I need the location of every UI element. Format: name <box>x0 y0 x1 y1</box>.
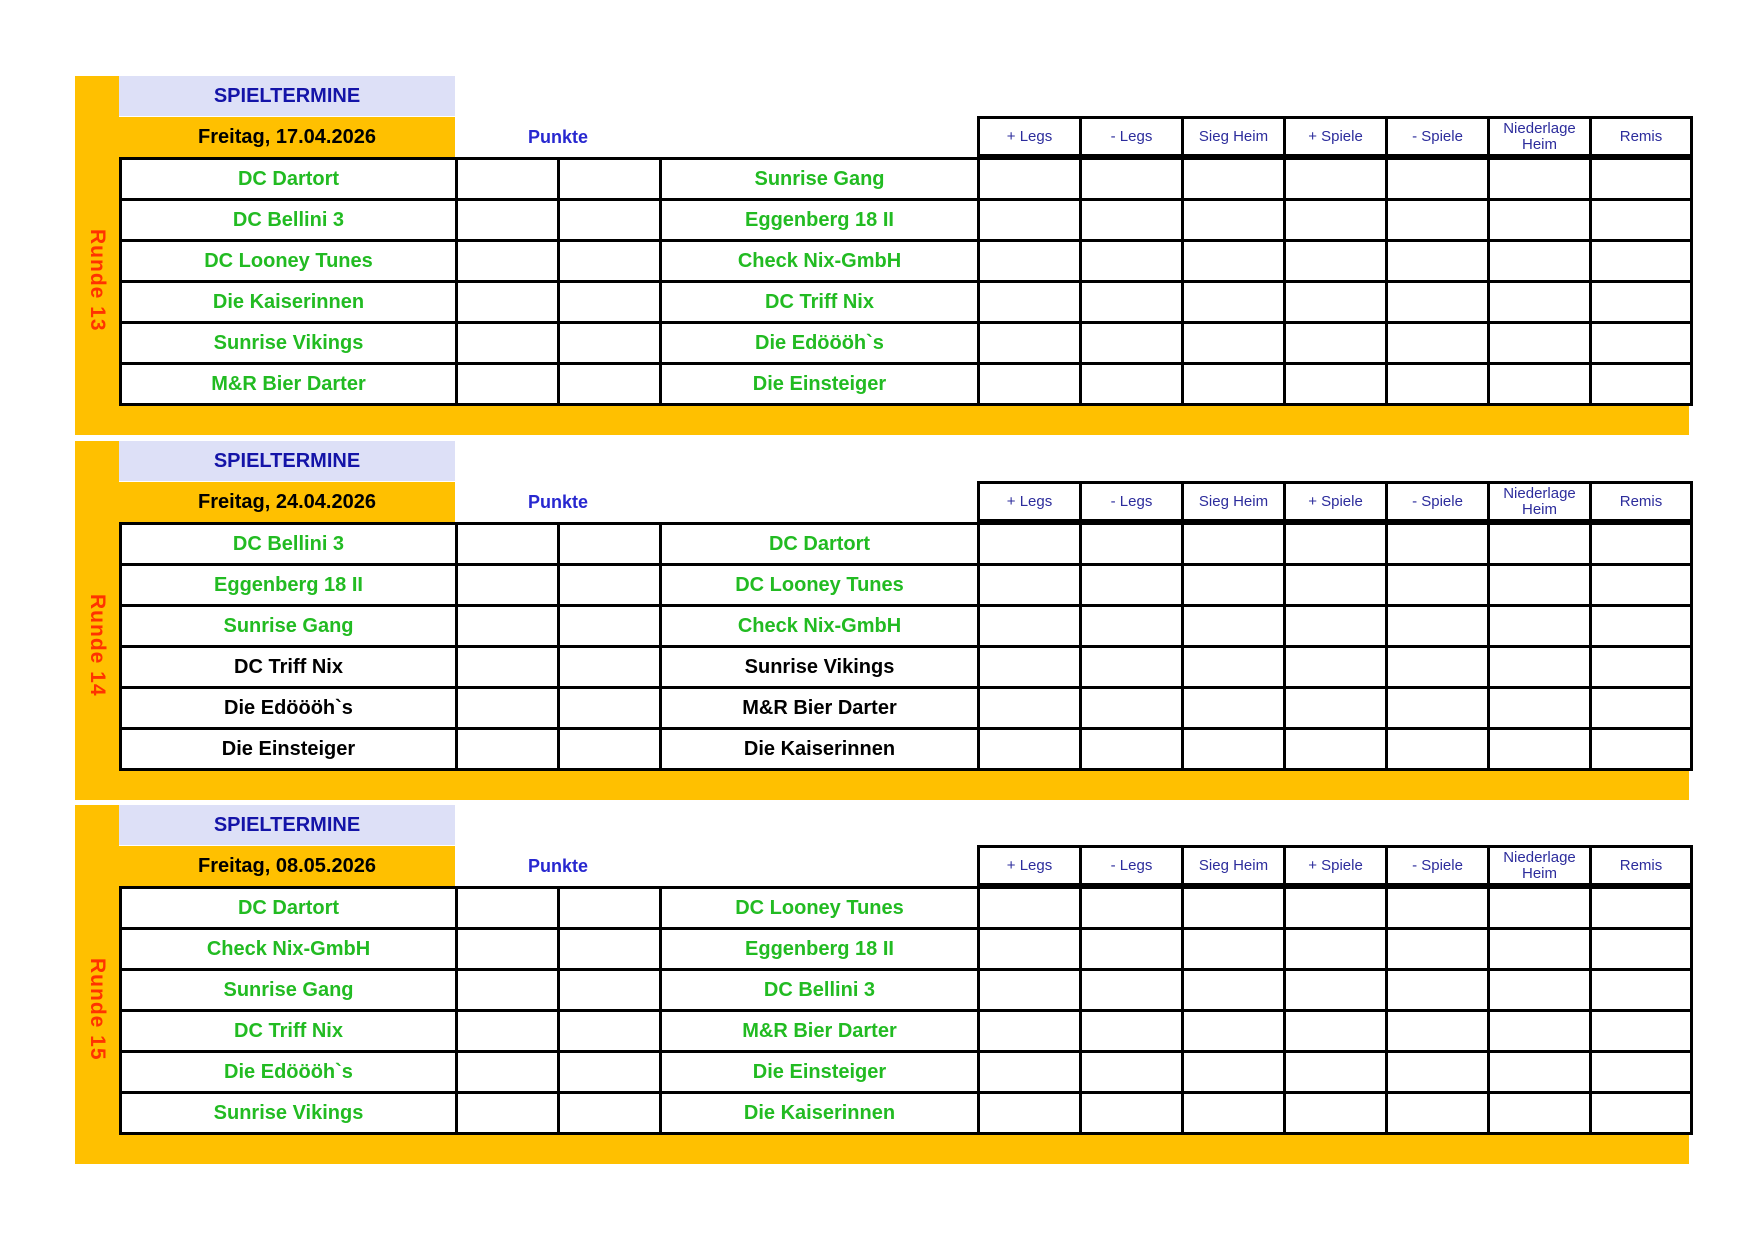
home-team: Die Edöööh`s <box>119 1050 455 1091</box>
home-team: Sunrise Gang <box>119 604 455 645</box>
match-row <box>119 239 1689 280</box>
home-team: Die Edöööh`s <box>119 686 455 727</box>
stat-cell-niederlage-heim[interactable] <box>1487 321 1589 362</box>
stats-header-remis: Remis <box>1589 845 1693 886</box>
match-date: Freitag, 08.05.2026 <box>119 846 455 886</box>
match-row <box>119 968 1689 1009</box>
stat-cell-minus-legs[interactable] <box>1079 239 1181 280</box>
stat-cell-remis[interactable] <box>1589 157 1693 198</box>
stat-cell-plus-spiele[interactable] <box>1283 604 1385 645</box>
home-points-cell[interactable] <box>455 321 557 362</box>
away-team: M&R Bier Darter <box>659 686 977 727</box>
stat-cell-minus-spiele[interactable] <box>1385 1091 1487 1135</box>
away-points-cell[interactable] <box>557 280 659 321</box>
home-team: DC Dartort <box>119 157 455 198</box>
round-section <box>75 76 1689 435</box>
away-team: Sunrise Vikings <box>659 645 977 686</box>
match-row <box>119 1091 1689 1135</box>
stat-cell-minus-spiele[interactable] <box>1385 280 1487 321</box>
stat-cell-niederlage-heim[interactable] <box>1487 157 1589 198</box>
stat-cell-sieg-heim[interactable] <box>1181 927 1283 968</box>
away-points-cell[interactable] <box>557 604 659 645</box>
stat-cell-sieg-heim[interactable] <box>1181 321 1283 362</box>
round-bottom-bar <box>75 403 1689 435</box>
stat-cell-minus-legs[interactable] <box>1079 645 1181 686</box>
stats-header-remis: Remis <box>1589 481 1693 522</box>
stat-cell-sieg-heim[interactable] <box>1181 563 1283 604</box>
home-team: DC Looney Tunes <box>119 239 455 280</box>
stat-cell-niederlage-heim[interactable] <box>1487 968 1589 1009</box>
stats-header-niederlage-heim: Niederlage Heim <box>1487 845 1589 886</box>
stat-cell-minus-spiele[interactable] <box>1385 198 1487 239</box>
stats-header-remis: Remis <box>1589 116 1693 157</box>
match-row <box>119 522 1689 563</box>
stat-cell-sieg-heim[interactable] <box>1181 727 1283 771</box>
schedule-title: SPIELTERMINE <box>119 76 455 116</box>
stat-cell-plus-spiele[interactable] <box>1283 563 1385 604</box>
schedule-title: SPIELTERMINE <box>119 805 455 845</box>
match-row <box>119 280 1689 321</box>
home-points-cell[interactable] <box>455 198 557 239</box>
stats-header-plus-spiele: + Spiele <box>1283 845 1385 886</box>
stat-cell-remis[interactable] <box>1589 239 1693 280</box>
stat-cell-niederlage-heim[interactable] <box>1487 927 1589 968</box>
stat-cell-minus-legs[interactable] <box>1079 604 1181 645</box>
stat-cell-plus-legs[interactable] <box>977 1009 1079 1050</box>
stat-cell-plus-legs[interactable] <box>977 968 1079 1009</box>
stat-cell-niederlage-heim[interactable] <box>1487 1091 1589 1135</box>
stat-cell-niederlage-heim[interactable] <box>1487 198 1589 239</box>
away-team: Eggenberg 18 II <box>659 198 977 239</box>
away-team: Die Kaiserinnen <box>659 1091 977 1135</box>
stat-cell-minus-spiele[interactable] <box>1385 362 1487 406</box>
stat-cell-minus-spiele[interactable] <box>1385 1050 1487 1091</box>
stat-cell-sieg-heim[interactable] <box>1181 280 1283 321</box>
stat-cell-minus-spiele[interactable] <box>1385 727 1487 771</box>
stat-cell-plus-spiele[interactable] <box>1283 1009 1385 1050</box>
home-points-cell[interactable] <box>455 927 557 968</box>
stat-cell-sieg-heim[interactable] <box>1181 239 1283 280</box>
stat-cell-plus-legs[interactable] <box>977 604 1079 645</box>
stats-header-minus-spiele: - Spiele <box>1385 845 1487 886</box>
stat-cell-plus-spiele[interactable] <box>1283 157 1385 198</box>
stat-cell-plus-spiele[interactable] <box>1283 686 1385 727</box>
home-team: DC Bellini 3 <box>119 522 455 563</box>
stat-cell-niederlage-heim[interactable] <box>1487 239 1589 280</box>
match-row <box>119 645 1689 686</box>
match-row <box>119 686 1689 727</box>
stat-cell-plus-spiele[interactable] <box>1283 321 1385 362</box>
stats-header-sieg-heim: Sieg Heim <box>1181 116 1283 157</box>
match-row <box>119 563 1689 604</box>
away-points-cell[interactable] <box>557 1050 659 1091</box>
stat-cell-minus-legs[interactable] <box>1079 198 1181 239</box>
stat-cell-remis[interactable] <box>1589 362 1693 406</box>
home-team: DC Triff Nix <box>119 645 455 686</box>
home-points-cell[interactable] <box>455 239 557 280</box>
stat-cell-remis[interactable] <box>1589 886 1693 927</box>
stat-cell-minus-legs[interactable] <box>1079 968 1181 1009</box>
stats-header <box>977 481 1693 522</box>
stat-cell-plus-legs[interactable] <box>977 686 1079 727</box>
stats-header-niederlage-heim: Niederlage Heim <box>1487 481 1589 522</box>
stats-header-niederlage-heim: Niederlage Heim <box>1487 116 1589 157</box>
away-team: Die Einsteiger <box>659 1050 977 1091</box>
stats-header-minus-legs: - Legs <box>1079 481 1181 522</box>
stat-cell-minus-legs[interactable] <box>1079 1009 1181 1050</box>
away-team: M&R Bier Darter <box>659 1009 977 1050</box>
stat-cell-minus-spiele[interactable] <box>1385 645 1487 686</box>
stats-header <box>977 116 1693 157</box>
stat-cell-minus-spiele[interactable] <box>1385 686 1487 727</box>
stat-cell-remis[interactable] <box>1589 727 1693 771</box>
stat-cell-plus-legs[interactable] <box>977 157 1079 198</box>
home-team: Die Einsteiger <box>119 727 455 771</box>
stat-cell-sieg-heim[interactable] <box>1181 157 1283 198</box>
away-team: Eggenberg 18 II <box>659 927 977 968</box>
stat-cell-remis[interactable] <box>1589 968 1693 1009</box>
home-points-cell[interactable] <box>455 522 557 563</box>
stats-header-plus-legs: + Legs <box>977 845 1079 886</box>
round-label: Runde 13 <box>86 228 109 332</box>
away-points-cell[interactable] <box>557 522 659 563</box>
stat-cell-plus-spiele[interactable] <box>1283 886 1385 927</box>
match-date: Freitag, 17.04.2026 <box>119 117 455 157</box>
away-points-cell[interactable] <box>557 1091 659 1135</box>
stat-cell-plus-spiele[interactable] <box>1283 362 1385 406</box>
stat-cell-niederlage-heim[interactable] <box>1487 604 1589 645</box>
stat-cell-plus-legs[interactable] <box>977 927 1079 968</box>
stats-header-minus-legs: - Legs <box>1079 116 1181 157</box>
stats-header <box>977 845 1693 886</box>
stat-cell-minus-legs[interactable] <box>1079 1050 1181 1091</box>
stat-cell-sieg-heim[interactable] <box>1181 604 1283 645</box>
home-team: DC Dartort <box>119 886 455 927</box>
home-team: DC Triff Nix <box>119 1009 455 1050</box>
home-points-cell[interactable] <box>455 1009 557 1050</box>
away-team: Check Nix-GmbH <box>659 239 977 280</box>
stat-cell-remis[interactable] <box>1589 321 1693 362</box>
match-row <box>119 362 1689 406</box>
punkte-label: Punkte <box>527 491 588 512</box>
home-points-cell[interactable] <box>455 968 557 1009</box>
stat-cell-niederlage-heim[interactable] <box>1487 1050 1589 1091</box>
away-team: Die Edöööh`s <box>659 321 977 362</box>
stat-cell-niederlage-heim[interactable] <box>1487 1009 1589 1050</box>
stat-cell-plus-spiele[interactable] <box>1283 968 1385 1009</box>
stat-cell-plus-spiele[interactable] <box>1283 522 1385 563</box>
away-team: DC Bellini 3 <box>659 968 977 1009</box>
stat-cell-minus-spiele[interactable] <box>1385 239 1487 280</box>
stat-cell-niederlage-heim[interactable] <box>1487 563 1589 604</box>
home-points-cell[interactable] <box>455 157 557 198</box>
stat-cell-remis[interactable] <box>1589 645 1693 686</box>
stat-cell-plus-legs[interactable] <box>977 522 1079 563</box>
stat-cell-minus-legs[interactable] <box>1079 1091 1181 1135</box>
away-points-cell[interactable] <box>557 239 659 280</box>
stat-cell-plus-spiele[interactable] <box>1283 927 1385 968</box>
stat-cell-niederlage-heim[interactable] <box>1487 362 1589 406</box>
away-points-cell[interactable] <box>557 727 659 771</box>
home-team: M&R Bier Darter <box>119 362 455 406</box>
stats-header-plus-legs: + Legs <box>977 116 1079 157</box>
stat-cell-niederlage-heim[interactable] <box>1487 686 1589 727</box>
away-points-cell[interactable] <box>557 886 659 927</box>
stat-cell-minus-legs[interactable] <box>1079 886 1181 927</box>
stat-cell-minus-spiele[interactable] <box>1385 321 1487 362</box>
stat-cell-sieg-heim[interactable] <box>1181 362 1283 406</box>
round-label: Runde 15 <box>86 957 109 1061</box>
stat-cell-minus-legs[interactable] <box>1079 522 1181 563</box>
round-bottom-bar <box>75 768 1689 800</box>
stat-cell-niederlage-heim[interactable] <box>1487 886 1589 927</box>
match-row <box>119 1009 1689 1050</box>
away-team: DC Looney Tunes <box>659 563 977 604</box>
stat-cell-minus-legs[interactable] <box>1079 563 1181 604</box>
stats-header-minus-spiele: - Spiele <box>1385 481 1487 522</box>
stats-header-plus-legs: + Legs <box>977 481 1079 522</box>
stat-cell-plus-spiele[interactable] <box>1283 645 1385 686</box>
home-points-cell[interactable] <box>455 1050 557 1091</box>
stats-header-plus-spiele: + Spiele <box>1283 116 1385 157</box>
stat-cell-minus-legs[interactable] <box>1079 727 1181 771</box>
stat-cell-sieg-heim[interactable] <box>1181 968 1283 1009</box>
stats-header-sieg-heim: Sieg Heim <box>1181 481 1283 522</box>
stat-cell-plus-spiele[interactable] <box>1283 727 1385 771</box>
away-points-cell[interactable] <box>557 1009 659 1050</box>
match-row <box>119 927 1689 968</box>
stat-cell-remis[interactable] <box>1589 522 1693 563</box>
stat-cell-minus-spiele[interactable] <box>1385 522 1487 563</box>
stat-cell-minus-legs[interactable] <box>1079 280 1181 321</box>
stat-cell-remis[interactable] <box>1589 280 1693 321</box>
stat-cell-sieg-heim[interactable] <box>1181 1091 1283 1135</box>
home-team: Sunrise Vikings <box>119 1091 455 1135</box>
stat-cell-remis[interactable] <box>1589 1050 1693 1091</box>
match-date: Freitag, 24.04.2026 <box>119 482 455 522</box>
round-section <box>75 805 1689 1164</box>
stat-cell-plus-legs[interactable] <box>977 321 1079 362</box>
away-team: Die Einsteiger <box>659 362 977 406</box>
stat-cell-minus-legs[interactable] <box>1079 362 1181 406</box>
away-points-cell[interactable] <box>557 362 659 406</box>
home-points-cell[interactable] <box>455 886 557 927</box>
stat-cell-sieg-heim[interactable] <box>1181 522 1283 563</box>
away-points-cell[interactable] <box>557 645 659 686</box>
stat-cell-plus-legs[interactable] <box>977 886 1079 927</box>
stat-cell-sieg-heim[interactable] <box>1181 1009 1283 1050</box>
stat-cell-remis[interactable] <box>1589 686 1693 727</box>
round-bottom-bar <box>75 1132 1689 1164</box>
home-team: DC Bellini 3 <box>119 198 455 239</box>
stat-cell-minus-legs[interactable] <box>1079 927 1181 968</box>
home-points-cell[interactable] <box>455 727 557 771</box>
round-section <box>75 441 1689 800</box>
stat-cell-plus-spiele[interactable] <box>1283 239 1385 280</box>
stat-cell-minus-legs[interactable] <box>1079 686 1181 727</box>
stat-cell-plus-legs[interactable] <box>977 1091 1079 1135</box>
schedule-title: SPIELTERMINE <box>119 441 455 481</box>
away-team: Die Kaiserinnen <box>659 727 977 771</box>
stat-cell-remis[interactable] <box>1589 927 1693 968</box>
stat-cell-plus-spiele[interactable] <box>1283 1050 1385 1091</box>
stat-cell-remis[interactable] <box>1589 198 1693 239</box>
stat-cell-minus-spiele[interactable] <box>1385 1009 1487 1050</box>
stat-cell-remis[interactable] <box>1589 563 1693 604</box>
away-team: DC Dartort <box>659 522 977 563</box>
stats-header-plus-spiele: + Spiele <box>1283 481 1385 522</box>
match-row <box>119 321 1689 362</box>
stat-cell-plus-spiele[interactable] <box>1283 1091 1385 1135</box>
stat-cell-minus-spiele[interactable] <box>1385 604 1487 645</box>
stat-cell-plus-spiele[interactable] <box>1283 198 1385 239</box>
stat-cell-sieg-heim[interactable] <box>1181 198 1283 239</box>
stat-cell-minus-spiele[interactable] <box>1385 886 1487 927</box>
stats-header-minus-spiele: - Spiele <box>1385 116 1487 157</box>
stat-cell-plus-legs[interactable] <box>977 645 1079 686</box>
stat-cell-minus-spiele[interactable] <box>1385 968 1487 1009</box>
stat-cell-niederlage-heim[interactable] <box>1487 522 1589 563</box>
punkte-label: Punkte <box>527 126 588 147</box>
home-points-cell[interactable] <box>455 645 557 686</box>
away-points-cell[interactable] <box>557 686 659 727</box>
stat-cell-plus-legs[interactable] <box>977 239 1079 280</box>
match-row <box>119 198 1689 239</box>
home-points-cell[interactable] <box>455 563 557 604</box>
stat-cell-minus-legs[interactable] <box>1079 157 1181 198</box>
away-points-cell[interactable] <box>557 157 659 198</box>
stat-cell-sieg-heim[interactable] <box>1181 886 1283 927</box>
stat-cell-plus-legs[interactable] <box>977 727 1079 771</box>
away-team: DC Triff Nix <box>659 280 977 321</box>
stat-cell-sieg-heim[interactable] <box>1181 1050 1283 1091</box>
stat-cell-minus-spiele[interactable] <box>1385 563 1487 604</box>
stat-cell-plus-legs[interactable] <box>977 198 1079 239</box>
punkte-label: Punkte <box>527 855 588 876</box>
stat-cell-sieg-heim[interactable] <box>1181 645 1283 686</box>
stat-cell-plus-spiele[interactable] <box>1283 280 1385 321</box>
home-points-cell[interactable] <box>455 1091 557 1135</box>
stat-cell-sieg-heim[interactable] <box>1181 686 1283 727</box>
match-row <box>119 727 1689 771</box>
stat-cell-remis[interactable] <box>1589 604 1693 645</box>
away-points-cell[interactable] <box>557 968 659 1009</box>
home-team: Check Nix-GmbH <box>119 927 455 968</box>
match-row <box>119 157 1689 198</box>
home-points-cell[interactable] <box>455 362 557 406</box>
stat-cell-minus-spiele[interactable] <box>1385 157 1487 198</box>
stat-cell-remis[interactable] <box>1589 1091 1693 1135</box>
match-row <box>119 604 1689 645</box>
home-points-cell[interactable] <box>455 686 557 727</box>
home-points-cell[interactable] <box>455 604 557 645</box>
away-team: Check Nix-GmbH <box>659 604 977 645</box>
home-team: Eggenberg 18 II <box>119 563 455 604</box>
stat-cell-remis[interactable] <box>1589 1009 1693 1050</box>
home-points-cell[interactable] <box>455 280 557 321</box>
away-team: Sunrise Gang <box>659 157 977 198</box>
away-points-cell[interactable] <box>557 563 659 604</box>
stat-cell-plus-legs[interactable] <box>977 280 1079 321</box>
stat-cell-niederlage-heim[interactable] <box>1487 645 1589 686</box>
match-row <box>119 1050 1689 1091</box>
home-team: Die Kaiserinnen <box>119 280 455 321</box>
away-points-cell[interactable] <box>557 927 659 968</box>
stat-cell-plus-legs[interactable] <box>977 362 1079 406</box>
stat-cell-plus-legs[interactable] <box>977 1050 1079 1091</box>
match-row <box>119 886 1689 927</box>
stats-header-minus-legs: - Legs <box>1079 845 1181 886</box>
away-points-cell[interactable] <box>557 198 659 239</box>
round-label: Runde 14 <box>86 593 109 697</box>
stats-header-sieg-heim: Sieg Heim <box>1181 845 1283 886</box>
away-points-cell[interactable] <box>557 321 659 362</box>
stat-cell-niederlage-heim[interactable] <box>1487 727 1589 771</box>
stat-cell-niederlage-heim[interactable] <box>1487 280 1589 321</box>
stat-cell-plus-legs[interactable] <box>977 563 1079 604</box>
stat-cell-minus-spiele[interactable] <box>1385 927 1487 968</box>
home-team: Sunrise Gang <box>119 968 455 1009</box>
home-team: Sunrise Vikings <box>119 321 455 362</box>
stat-cell-minus-legs[interactable] <box>1079 321 1181 362</box>
away-team: DC Looney Tunes <box>659 886 977 927</box>
